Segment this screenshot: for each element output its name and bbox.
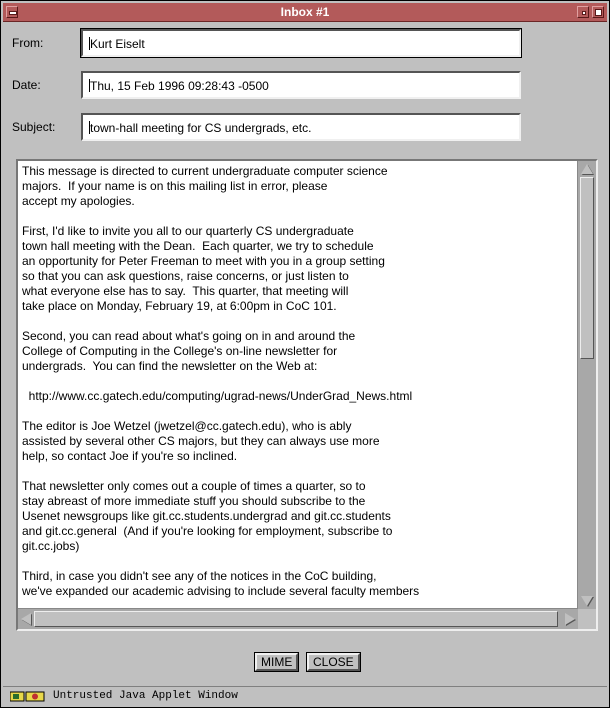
date-value: Thu, 15 Feb 1996 09:28:43 -0500 xyxy=(90,79,269,93)
from-label: From: xyxy=(12,36,44,50)
scroll-down-icon[interactable] xyxy=(581,596,593,606)
message-body-area[interactable] xyxy=(18,161,578,609)
date-field[interactable] xyxy=(81,71,521,99)
subject-label: Subject: xyxy=(12,120,56,134)
subject-value: town-hall meeting for CS undergrads, etc. xyxy=(90,121,312,135)
maximize-icon[interactable] xyxy=(592,6,604,18)
java-applet-icon xyxy=(10,691,46,702)
status-separator xyxy=(3,686,607,687)
status-bar xyxy=(3,688,607,705)
message-body: This message is directed to current undergraduate computer science majors. If your name is on this mailing list in error, please accept my apologies. First, I'd like to invite you all to our quarterly CS undergraduate town hall meeting with the Dean. Each quarter, we try to schedule an opportunity for Peter Freeman to meet with you in a group setting so that you can ask questions, raise concerns, or just listen to what everyone else has to say. This quarter, that meeting will take place on Monday, February 19, at 6:00pm in CoC 101. Second, you can read about what's going on in and around the College of Computing in the College's on-line newsletter for undergrads. You can find the newsletter on the Web at: http://www.cc.gatech.edu/computing/ugrad-news/UnderGrad_News.html The editor is Joe Wetzel (jwetzel@cc.gatech.edu), who is ably assisted by several other CS majors, but they can always use more help, so contact Joe if you're so inclined. That newsletter only comes out a couple of times a quarter, so to stay abreast of more immediate stuff you should subscribe to the Usenet newsgroups like git.cc.students.undergrad and git.cc.students and git.cc.general (And if you're looking for employment, subscribe to git.cc.jobs) Third, in case you didn't see any of the notices in the CoC building, we've expanded our academic advising to include several faculty members xyxy=(22,164,420,598)
message-frame xyxy=(16,159,598,631)
mime-button[interactable]: MIME xyxy=(255,653,298,671)
horizontal-scroll-thumb[interactable] xyxy=(34,611,558,627)
title-bar[interactable] xyxy=(3,3,607,22)
from-value: Kurt Eiselt xyxy=(90,37,145,51)
window-title: Inbox #1 xyxy=(280,5,330,19)
date-label: Date: xyxy=(12,78,41,92)
vertical-scrollbar[interactable] xyxy=(577,161,596,609)
from-field[interactable] xyxy=(81,29,521,57)
scroll-up-icon[interactable] xyxy=(581,164,593,174)
status-text: Untrusted Java Applet Window xyxy=(53,690,238,702)
subject-field[interactable] xyxy=(81,113,521,141)
close-button[interactable]: CLOSE xyxy=(307,653,360,671)
scroll-right-icon[interactable] xyxy=(565,613,575,625)
horizontal-scrollbar[interactable] xyxy=(18,608,578,629)
scrollbar-corner xyxy=(578,609,596,629)
minimize-icon[interactable] xyxy=(577,6,589,18)
vertical-scroll-thumb[interactable] xyxy=(580,177,594,359)
scroll-left-icon[interactable] xyxy=(21,613,31,625)
